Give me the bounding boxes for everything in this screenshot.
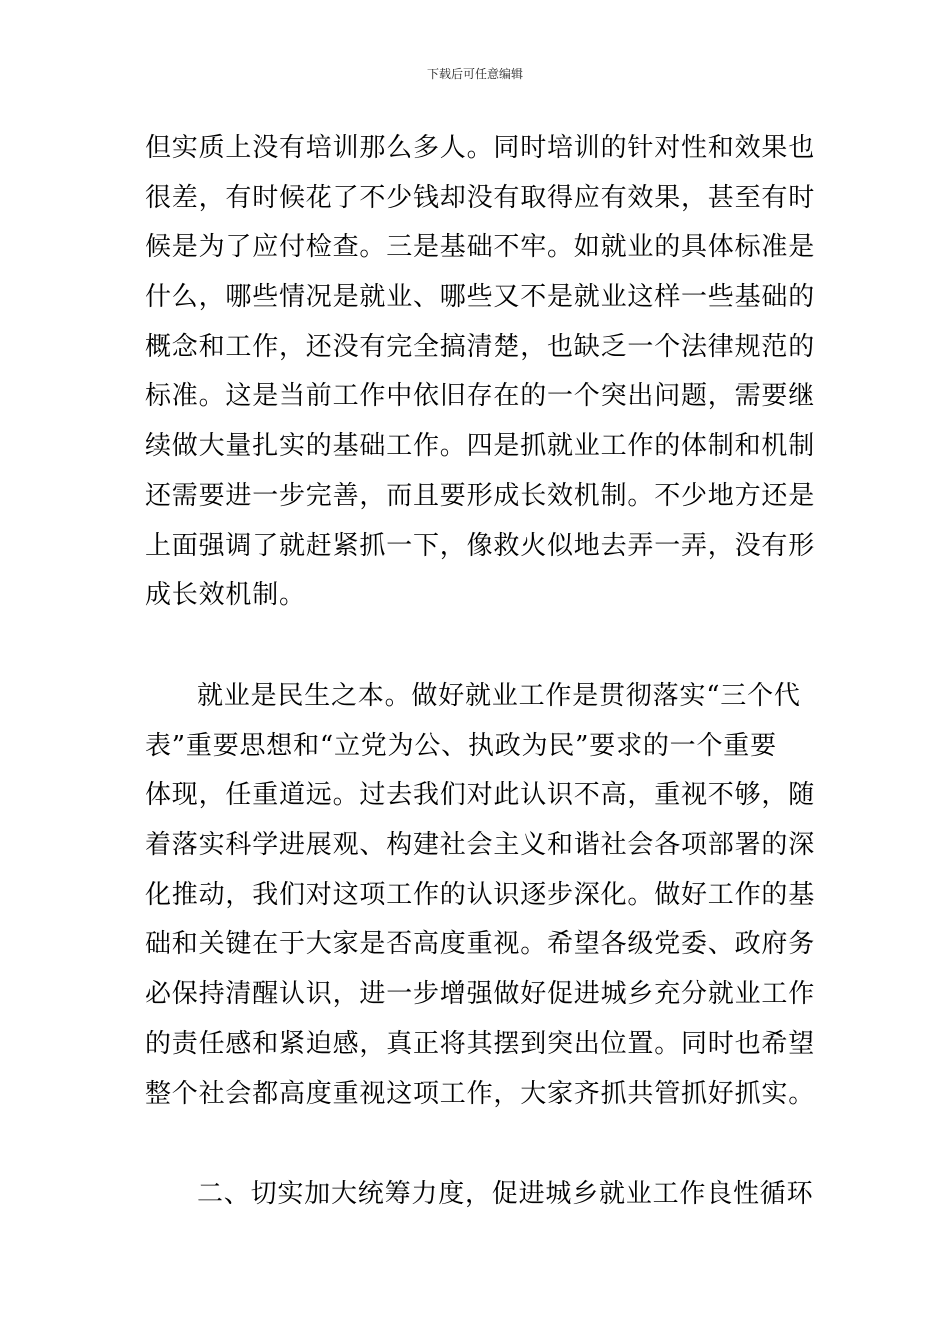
text-line: 体现，任重道远。过去我们对此认识不高，重视不够，随 — [145, 780, 816, 811]
text-line-first: 就业是民生之本。做好就业工作是贯彻落实“三个代 — [197, 681, 801, 711]
page-header: 下载后可任意编辑 — [426, 67, 523, 81]
text-line: 概念和工作，还没有完全搞清楚，也缺乏一个法律规范的 — [145, 331, 816, 362]
text-line: 整个社会都高度重视这项工作，大家齐抓共管抓好抓实。 — [145, 1078, 816, 1109]
text-line: 很差，有时候花了不少钱却没有取得应有效果，甚至有时 — [145, 182, 816, 213]
text-line: 成长效机制。 — [145, 580, 306, 611]
text-line: 标准。这是当前工作中依旧存在的一个突出问题，需要继 — [145, 381, 816, 412]
text-line: 化推动，我们对这项工作的认识逐步深化。做好工作的基 — [145, 879, 816, 910]
text-line: 但实质上没有培训那么多人。同时培训的针对性和效果也 — [145, 133, 816, 163]
text-line: 础和关键在于大家是否高度重视。希望各级党委、政府务 — [145, 929, 816, 960]
text-line: 什么，哪些情况是就业、哪些又不是就业这样一些基础的 — [145, 282, 816, 313]
body-paragraph-2 — [145, 672, 815, 1119]
text-line: 着落实科学进展观、构建社会主义和谐社会各项部署的深 — [145, 830, 816, 861]
body-paragraph-1 — [145, 124, 815, 621]
text-line: 候是为了应付检查。三是基础不牢。如就业的具体标准是 — [145, 232, 816, 263]
text-line: 还需要进一步完善，而且要形成长效机制。不少地方还是 — [145, 480, 816, 511]
text-line: 表”重要思想和“立党为公、执政为民”要求的一个重要 — [145, 730, 777, 761]
section-heading: 二、切实加大统筹力度，促进城乡就业工作良性循环 — [197, 1179, 814, 1209]
text-line: 的责任感和紧迫感，真正将其摆到突出位置。同时也希望 — [145, 1028, 816, 1059]
text-line: 必保持清醒认识，进一步增强做好促进城乡充分就业工作 — [145, 979, 816, 1010]
text-line: 上面强调了就赶紧抓一下，像救火似地去弄一弄，没有形 — [145, 530, 816, 561]
text-line: 续做大量扎实的基础工作。四是抓就业工作的体制和机制 — [145, 431, 816, 462]
